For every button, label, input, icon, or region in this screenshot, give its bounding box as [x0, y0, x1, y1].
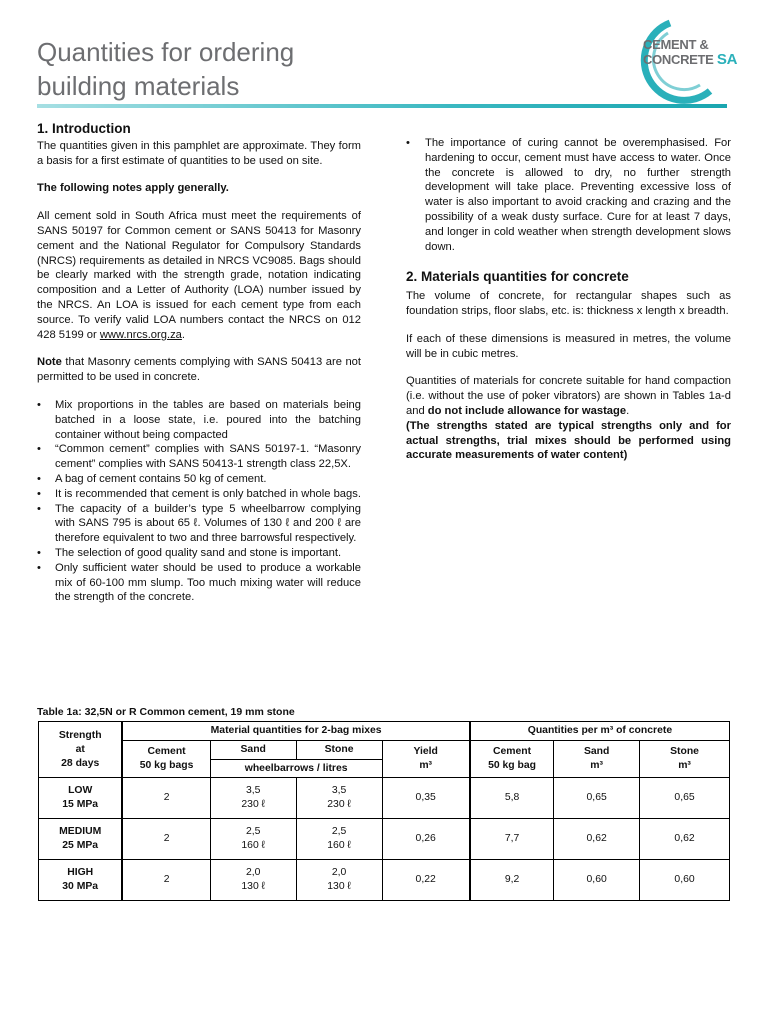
cement-cell: 2 [122, 819, 210, 860]
page-title [37, 35, 294, 103]
nrcs-link[interactable]: www.nrcs.org.za [99, 328, 182, 341]
cement-header: Cement 50 kg bags [122, 741, 210, 778]
sand-cell: 3,5 230 ℓ [210, 778, 296, 819]
materials-heading: 2. Materials quantities for concrete [406, 269, 629, 285]
list-item: • A bag of cement contains 50 kg of cement. [37, 472, 267, 485]
cement-per-m3-cell: 5,8 [470, 778, 554, 819]
stone-per-m3-cell: 0,65 [640, 778, 730, 819]
cement-per-m3-cell: 7,7 [470, 819, 554, 860]
cement-per-m3-header: Cement 50 kg bag [470, 741, 554, 778]
intro-bullet-list [37, 398, 361, 605]
materials-paragraph-1: The volume of concrete, for rectangular shapes such as foundation strips, floor slabs, etc. is: thickness x length x breadth. [406, 290, 731, 317]
stone-cell: 3,5 230 ℓ [296, 778, 382, 819]
intro-paragraph-note: Note that Masonry cements complying with SANS 50413 are not permitted to be used in concrete. [37, 356, 361, 384]
intro-paragraph-cement: All cement sold in South Africa must meet the requirements of SANS 50197 for Common cement or SANS 50413 for Masonry cement and the National Regulator for Compulsory Standards (NRCS) requirements as detailed in NRCS VC9085. Bags should be clearly marked with the strength grade, notation indicating composition and a Letter of Authority (LOA) number issued by the NRCS. An LOA is issued for each cement type from each source. To verify valid LOA numbers contact the NRCS on 012 428 5199 or www.nrcs.org.za. [37, 210, 361, 341]
materials-paragraph-4: (The strengths stated are typical strengths only and for actual strengths, trial mixes should be performed using accurate measurements of water content) [406, 419, 731, 462]
list-item: • It is recommended that cement is only batched in whole bags. [37, 487, 361, 500]
logo-line-1: CEMENT & [643, 37, 709, 52]
yield-cell: 0,35 [382, 778, 470, 819]
sand-per-m3-cell: 0,65 [554, 778, 640, 819]
stone-per-m3-header: Stone m³ [640, 741, 730, 778]
table-caption: Table 1a: 32,5N or R Common cement, 19 mm stone [37, 706, 295, 718]
stone-per-m3-cell: 0,60 [640, 860, 730, 901]
stone-cell: 2,0 130 ℓ [296, 860, 382, 901]
cement-cell: 2 [122, 778, 210, 819]
list-item: • The capacity of a builder’s type 5 wheelbarrow complying with SANS 795 is about 65 ℓ. Volumes of 130 ℓ and 200 ℓ are therefore equivalent to two and three barrowsful respectively. [37, 502, 361, 545]
yield-header: Yield m³ [382, 741, 470, 778]
yield-cell: 0,26 [382, 819, 470, 860]
concrete-quantities-table [38, 721, 730, 901]
cement-cell: 2 [122, 860, 210, 901]
list-item: • “Common cement” complies with SANS 50197-1. “Masonry cement” complies with SANS 50413-1 strength class 22,5X. [37, 443, 361, 471]
list-item: • The importance of curing cannot be overemphasised. For hardening to occur, cement must have access to water. Once the concrete is allowed to dry, no further strength development will take place. Preventing excessive loss of water is also important to avoid cracking and crazing and the possibility of a weak dusty surface. Cure for at least 7 days, and longer in cold weather when strength development slows down. [406, 137, 731, 253]
strength-cell: LOW 15 MPa [39, 778, 123, 819]
logo-line-2: CONCRETE SA [643, 51, 738, 68]
introduction-heading: 1. Introduction [37, 121, 131, 136]
wheelbarrows-header: wheelbarrows / litres [210, 760, 382, 778]
sand-cell: 2,0 130 ℓ [210, 860, 296, 901]
list-item: • Mix proportions in the tables are based on materials being batched in a loose state, i.e. poured into the batching container without being compacted [37, 398, 361, 441]
table-row [39, 778, 730, 819]
curing-bullet-list [406, 136, 731, 254]
right-column [406, 136, 731, 476]
table-row [39, 860, 730, 901]
stone-header: Stone [296, 741, 382, 760]
sand-header: Sand [210, 741, 296, 760]
left-column [37, 122, 361, 605]
sand-per-m3-header: Sand m³ [554, 741, 640, 778]
yield-cell: 0,22 [382, 860, 470, 901]
title-line-1: Quantities for ordering [37, 37, 295, 67]
strength-cell: MEDIUM 25 MPa [39, 819, 123, 860]
intro-paragraph-1: The quantities given in this pamphlet are approximate. They form a basis for a first estimate of quantities to be used on site. [37, 139, 361, 167]
strength-cell: HIGH 30 MPa [39, 860, 123, 901]
sand-per-m3-cell: 0,60 [554, 860, 640, 901]
sand-per-m3-cell: 0,62 [554, 819, 640, 860]
material-group-header: Material quantities for 2-bag mixes [122, 722, 469, 741]
materials-paragraph-2: If each of these dimensions is measured in metres, the volume will be in cubic metres. [406, 332, 731, 360]
materials-paragraph-3: Quantities of materials for concrete suitable for hand compaction (i.e. without the use of poker vibrators) are shown in Tables 1a-d and do not include allowance for wastage. [406, 375, 731, 417]
sand-cell: 2,5 160 ℓ [210, 819, 296, 860]
per-m3-group-header: Quantities per m³ of concrete [470, 722, 730, 741]
strength-header: Strength at 28 days [39, 722, 123, 778]
page-header [0, 0, 768, 118]
list-item: • The selection of good quality sand and stone is important. [37, 546, 342, 559]
stone-cell: 2,5 160 ℓ [296, 819, 382, 860]
cement-per-m3-cell: 9,2 [470, 860, 554, 901]
table-row [39, 819, 730, 860]
list-item: • Only sufficient water should be used to produce a workable mix of 60-100 mm slump. Too much mixing water will reduce the strength of the concrete. [37, 561, 361, 604]
logo-text [643, 37, 737, 67]
stone-per-m3-cell: 0,62 [640, 819, 730, 860]
intro-notes-heading: The following notes apply generally. [37, 182, 229, 195]
title-line-2: building materials [37, 71, 240, 101]
